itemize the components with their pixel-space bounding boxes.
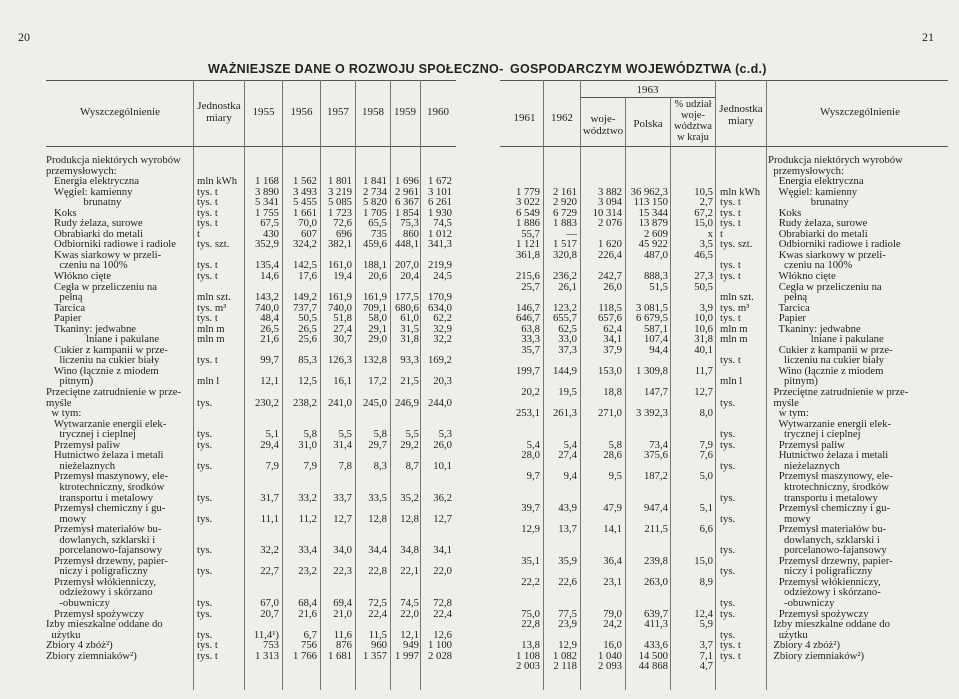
table-top-rule-left — [46, 80, 456, 81]
column-1963-polska: 36 962,3 113 150 15 344 13 879 2 609 45 922 487,0 888,3 51,5 3 081,5 6 679,5 587,1 107,4 94,4 1 309,8 147,7 3 392,3 73,4 375,6 187,2 947,4 211,5 239,8 263,0 639,7 411,3 433,6 14 500 44 868 — [630, 185, 668, 673]
column-1963-udzial: 10,5 2,7 67,2 15,0 x 3,5 46,5 27,3 50,5 3,9 10,0 10,6 31,8 40,1 11,7 12,7 8,0 7,9 7,6 5,0 5,1 6,6 15,0 8,9 12,4 5,9 3,7 7,1 4,7 — [694, 185, 713, 673]
column-1956: 1 562 3 493 5 455 1 661 70,0 607 324,2 142,5 17,6 149,2 737,7 50,5 26,5 25,6 85,3 12,5 238,2 5,8 31,0 7,9 33,2 11,2 33,4 23,2 68,4 21,6 6,7 756 1 766 — [292, 175, 317, 662]
col-rule — [193, 80, 194, 690]
table-top-rule-right — [500, 80, 948, 81]
column-1957: 1 801 3 219 5 085 1 723 72,6 696 382,1 161,0 19,4 161,9 740,0 51,8 27,4 30,7 126,3 16,1 241,0 5,5 31,4 7,8 33,7 12,7 34,0 22,3 69,4 21,0 11,6 876 1 681 — [327, 175, 352, 662]
header-jednostka-right: Jednostka miary — [719, 103, 763, 127]
header-year: 1960 — [427, 106, 449, 118]
header-bottom-rule-right — [500, 146, 948, 147]
column-1955: 1 168 3 890 5 341 1 755 67,5 430 352,9 135,4 14,6 143,2 740,0 48,4 26,5 21,6 99,7 12,1 230,2 5,1 29,4 7,9 31,7 11,1 32,2 22,7 67,0 20,7 11,4¹) 753 1 313 — [253, 175, 279, 662]
column-1962: 2 161 2 920 6 729 1 883 — 1 517 320,8 236,2 26,1 123,2 655,7 62,5 33,0 37,3 144,9 19,5 261,3 5,4 27,4 9,4 43,9 13,7 35,9 22,6 77,5 23,9 12,9 1 082 2 118 — [552, 185, 577, 673]
col-rule — [715, 80, 716, 690]
header-polska: Polska — [633, 118, 663, 130]
header-udzial: % udział woje- wództwa w kraju — [674, 99, 712, 143]
header-jednostka-left: Jednostka miary — [197, 100, 241, 124]
header-year: 1958 — [362, 106, 384, 118]
units-right: mln kWh tys. t tys. t tys. t t tys. szt. tys. t tys. t mln szt. tys. m³ tys. t mln m mln m tys. t mln l tys. tys. tys. tys. tys. tys. tys. tys. tys. tys. tys. tys. t tys. t — [720, 185, 761, 662]
column-1960: 1 672 3 101 6 261 1 930 74,5 1 012 341,3 219,9 24,5 170,9 634,0 62,2 32,9 32,2 169,2 20,3 244,0 5,3 26,0 10,1 36,2 12,7 34,1 22,0 72,8 22,4 12,6 1 100 2 028 — [427, 175, 452, 662]
header-wyszczegolnienie-left: Wyszczególnienie — [80, 106, 160, 118]
units-left: mln kWh tys. t tys. t tys. t tys. t t tys. szt. tys. t tys. t mln szt. tys. m³ tys. t mln m mln m tys. t mln l tys. tys. tys. tys. tys. tys. tys. tys. tys. tys. tys. tys. t tys. t — [197, 175, 238, 662]
column-1963-wojewodztwo: 3 882 3 094 10 314 2 076 1 620 226,4 242,7 26,0 118,5 657,6 62,4 34,1 37,9 153,0 18,8 271,0 5,8 28,6 9,5 47,9 14,1 36,4 23,1 79,0 24,2 16,0 1 040 2 093 — [592, 185, 622, 673]
header-wyszczegolnienie-right: Wyszczególnienie — [820, 106, 900, 118]
header-bottom-rule-left — [46, 146, 456, 147]
header-year: 1956 — [290, 106, 313, 118]
column-1959: 1 696 2 961 6 367 1 854 75,3 860 448,1 207,0 20,4 177,5 680,6 61,0 31,5 31,8 93,3 21,5 246,9 5,5 29,2 8,7 35,2 12,8 34,8 22,1 74,5 22,0 12,1 949 1 997 — [394, 175, 419, 662]
page-number-left: 20 — [18, 30, 30, 44]
title-right: GOSPODARCZYM WOJEWÓDZTWA (c.d.) — [510, 62, 767, 76]
col-rule — [766, 80, 767, 690]
header-wojewodztwo: woje- wództwo — [582, 113, 624, 137]
row-labels-right: Produkcja niektórych wyrobów przemysłowych: Energia elektryczna Węgiel: kamienny brunatny Koks Rudy żelaza, surowe Obrabiarki do metali Odbiorniki radiowe i radiole Kwas siarkowy w przeli- czeniu na 100% Włókno cięte Cegła w przeliczeniu na pełną Tarcica Papier Tkaniny: jedwabne lniane i pakulane Cukier z kampanii w prze- liczeniu na cukier biały Wino (łącznie z miodem pitnym) Przeciętne zatrudnienie w prze- myśle w tym: Wytwarzanie energii elek- trycznej i cieplnej Przemysł paliw Hutnictwo żelaza i metali nieżelaznych Przemysł maszynowy, ele- ktrotechniczny, środków transportu i metalowy Przemysł chemiczny i gu- mowy Przemysł materiałów bu- dowlanych, szklarski i porcelanowo-fajansowy Przemysł drzewny, papier- niczy i poligraficzny Przemysł włókienniczy, odzieżowy i skórzano- -obuwniczy Przemysł spożywczy Izby mieszkalne oddane do użytku Zbiory 4 zbóż²) Zbiory ziemniaków²) — [768, 154, 909, 662]
header-year: 1959 — [394, 106, 416, 118]
header-1963-rule — [580, 97, 715, 98]
row-labels-left: Produkcja niektórych wyrobów przemysłowych: Energia elektryczna Węgiel: kamienny brunatny Koks Rudy żelaza, surowe Obrabiarki do metali Odbiorniki radiowe i radiole Kwas siarkowy w przeli- czeniu na 100% Włókno cięte Cegła w przeliczeniu na pełną Tarcica Papier Tkaniny: jedwabne lniane i pakulane Cukier z kampanii w prze- liczeniu na cukier biały Wino (łącznie z miodem pitnym) Przeciętne zatrudnienie w prze- myśle w tym: Wytwarzanie energii elek- trycznej i cieplnej Przemysł paliw Hutnictwo żelaza i metali nieżelaznych Przemysł maszynowy, ele- ktrotechniczny, środków transportu i metalowy Przemysł chemiczny i gu- mowy Przemysł materiałów bu- dowlanych, szklarski i porcelanowo-fajansowy Przemysł drzewny, papier- niczy i poligraficzny Przemysł włókienniczy, odzieżowy i skórzano -obuwniczy Przemysł spożywczy Izby mieszkalne oddane do użytku Zbiory 4 zbóż²) Zbiory ziemniaków²) — [46, 154, 182, 662]
title-left: WAŻNIEJSZE DANE O ROZWOJU SPOŁECZNO- — [208, 62, 504, 76]
header-year: 1961 — [513, 112, 536, 124]
header-year: 1957 — [327, 106, 349, 118]
header-1963: 1963 — [636, 84, 659, 96]
header-year: 1962 — [551, 112, 573, 124]
column-1958: 1 841 2 734 5 820 1 705 65,5 735 459,6 188,1 20,6 161,9 709,1 58,0 29,1 29,0 132,8 17,2 245,0 5,8 29,7 8,3 33,5 12,8 34,4 22,8 72,5 22,4 11,5 960 1 357 — [362, 175, 387, 662]
header-year: 1955 — [252, 106, 275, 118]
column-1961: 1 779 3 022 6 549 1 886 55,7 1 121 361,8 215,6 25,7 146,7 646,7 63,8 33,3 35,7 199,7 20,2 253,1 5,4 28,0 9,7 39,7 12,9 35,1 22,2 75,0 22,8 13,8 1 108 2 003 — [515, 185, 540, 673]
page-number-right: 21 — [922, 30, 934, 44]
